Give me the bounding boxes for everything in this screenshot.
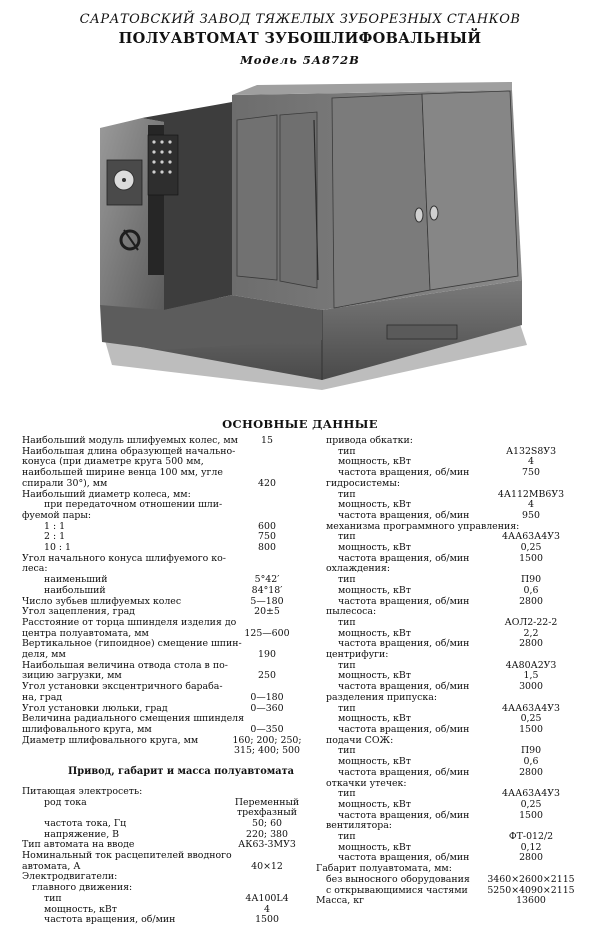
spec-value: П90 bbox=[520, 574, 542, 586]
spec-label: автомата, А bbox=[22, 860, 81, 872]
spec-label: Расстояние от торца шпинделя изделия до bbox=[22, 616, 237, 628]
spec-row bbox=[22, 693, 340, 704]
spec-value: 84°18′ bbox=[251, 584, 283, 596]
spec-value: 750 bbox=[522, 467, 540, 479]
spec-value: трехфазный bbox=[236, 807, 298, 819]
spec-value: 0—360 bbox=[250, 702, 284, 714]
spec-label: Угол установки люльки, град bbox=[22, 702, 168, 714]
spec-value: 220; 380 bbox=[246, 828, 288, 840]
spec-row bbox=[22, 746, 340, 757]
spec-row bbox=[316, 736, 586, 747]
spec-label: 1 : 1 bbox=[44, 520, 66, 532]
spec-value: 0,6 bbox=[523, 756, 539, 768]
spec-label: тип bbox=[338, 445, 356, 457]
spec-label: частота вращения, об/мин bbox=[338, 467, 470, 479]
spec-label: Наибольшая длина образующей начально- bbox=[22, 445, 236, 457]
spec-label: частота вращения, об/мин bbox=[338, 766, 470, 778]
spec-value: 2800 bbox=[519, 766, 543, 778]
spec-value: 1500 bbox=[519, 809, 543, 821]
spec-label: тип bbox=[44, 892, 62, 904]
spec-label: тип bbox=[338, 745, 356, 757]
spec-label: частота тока, Гц bbox=[44, 817, 127, 829]
spec-row bbox=[316, 564, 586, 575]
spec-value: 0,12 bbox=[520, 841, 542, 853]
spec-label: шлифовального круга, мм bbox=[22, 723, 152, 735]
spec-label: Вертикальное (гипоидное) смещение шпин- bbox=[22, 638, 242, 650]
spec-label: мощность, кВт bbox=[338, 756, 411, 768]
left-column bbox=[22, 436, 340, 926]
spec-value: Переменный bbox=[234, 796, 300, 808]
spec-label: Масса, кг bbox=[316, 895, 365, 907]
spec-label: Число зубьев шлифуемых колес bbox=[22, 595, 182, 607]
spec-row bbox=[316, 586, 586, 597]
spec-row bbox=[316, 896, 586, 907]
spec-value: 0—180 bbox=[250, 691, 284, 703]
spec-label: частота вращения, об/мин bbox=[338, 595, 470, 607]
spec-label: 10 : 1 bbox=[44, 542, 72, 554]
spec-value: 800 bbox=[258, 542, 276, 554]
spec-label: откачки утечек: bbox=[326, 777, 407, 789]
spec-value: 2800 bbox=[519, 638, 543, 650]
spec-value: 750 bbox=[258, 531, 276, 543]
spec-label: вентилятора: bbox=[326, 820, 392, 832]
spec-label: частота вращения, об/мин bbox=[338, 552, 470, 564]
spec-label: Наибольший модуль шлифуемых колес, мм bbox=[22, 435, 238, 446]
spec-value: 4 bbox=[264, 903, 270, 915]
spec-label: мощность, кВт bbox=[44, 903, 117, 915]
spec-label: охлаждения: bbox=[326, 563, 390, 575]
spec-label: без выносного оборудования bbox=[326, 873, 470, 885]
spec-label: леса: bbox=[22, 563, 48, 575]
spec-value: 0,25 bbox=[520, 713, 542, 725]
section-title: ОСНОВНЫЕ ДАННЫЕ bbox=[222, 417, 378, 431]
spec-label: разделения припуска: bbox=[326, 691, 438, 703]
spec-value: 4А100L4 bbox=[245, 892, 289, 904]
spec-value: 4АА63А4У3 bbox=[502, 702, 560, 714]
spec-row bbox=[22, 894, 340, 905]
spec-value: 13600 bbox=[516, 895, 546, 907]
spec-label: мощность, кВт bbox=[338, 456, 411, 468]
spec-label: Диаметр шлифовального круга, мм bbox=[22, 734, 199, 746]
spec-value: 4АА63А4У3 bbox=[502, 788, 560, 800]
spec-value: 5250×4090×2115 bbox=[487, 884, 575, 896]
spec-label: главного движения: bbox=[32, 882, 133, 894]
spec-value: АК63-3МУ3 bbox=[238, 839, 296, 851]
spec-value: 1500 bbox=[519, 723, 543, 735]
spec-row bbox=[22, 915, 340, 926]
spec-value: АОЛ2-22-2 bbox=[504, 616, 558, 628]
spec-label: тип bbox=[338, 616, 356, 628]
spec-label: Питающая электросеть: bbox=[22, 785, 143, 797]
spec-row bbox=[316, 800, 586, 811]
spec-value: 4А80А2У3 bbox=[505, 659, 557, 671]
factory-title: САРАТОВСКИЙ ЗАВОД ТЯЖЕЛЫХ ЗУБОРЕЗНЫХ СТАНКОВ bbox=[79, 12, 521, 27]
spec-label: наименьший bbox=[44, 574, 108, 586]
spec-label: частота вращения, об/мин bbox=[338, 638, 470, 650]
spec-value: 20±5 bbox=[254, 606, 280, 618]
spec-label: на, град bbox=[22, 691, 63, 703]
spec-label: частота вращения, об/мин bbox=[338, 509, 470, 521]
spec-value: 2,2 bbox=[523, 627, 539, 639]
spec-value: ФТ-012/2 bbox=[508, 831, 554, 843]
spec-value: П90 bbox=[520, 745, 542, 757]
spec-value: 1500 bbox=[519, 552, 543, 564]
spec-label: при передаточном отношении шли- bbox=[44, 499, 223, 511]
spec-label: Угол установки эксцентричного бараба- bbox=[22, 681, 223, 693]
spec-row bbox=[316, 875, 586, 886]
spec-row bbox=[22, 787, 340, 798]
spec-value: 0—350 bbox=[250, 723, 284, 735]
spec-value: 315; 400; 500 bbox=[234, 745, 300, 757]
spec-value: 3000 bbox=[519, 681, 543, 693]
spec-label: Угол начального конуса шлифуемого ко- bbox=[22, 552, 226, 564]
spec-row bbox=[22, 479, 340, 490]
spec-label: мощность, кВт bbox=[338, 542, 411, 554]
spec-row bbox=[316, 768, 586, 779]
spec-label: мощность, кВт bbox=[338, 670, 411, 682]
spec-label: частота вращения, об/мин bbox=[338, 809, 470, 821]
spec-row bbox=[22, 905, 340, 916]
spec-label: зицию загрузки, мм bbox=[22, 670, 122, 682]
spec-value: 3460×2600×2115 bbox=[487, 873, 575, 885]
model-title: Модель 5А872В bbox=[240, 53, 360, 67]
spec-value: 0,25 bbox=[520, 542, 542, 554]
spec-value: 1,5 bbox=[523, 670, 539, 682]
spec-row bbox=[22, 522, 340, 533]
spec-label: тип bbox=[338, 531, 356, 543]
spec-row bbox=[316, 693, 586, 704]
spec-label: мощность, кВт bbox=[338, 841, 411, 853]
spec-value: 4АА63А4У3 bbox=[502, 531, 560, 543]
right-column bbox=[316, 436, 586, 907]
spec-row bbox=[316, 479, 586, 490]
spec-value: 125—600 bbox=[244, 627, 290, 639]
spec-label: 2 : 1 bbox=[44, 531, 66, 543]
spec-row bbox=[22, 511, 340, 522]
spec-label: мощность, кВт bbox=[338, 627, 411, 639]
spec-value: 4А112МВ6У3 bbox=[497, 488, 565, 500]
spec-row bbox=[316, 886, 586, 897]
spec-value: 600 bbox=[258, 520, 276, 532]
spec-label: Угол зацепления, град bbox=[22, 606, 135, 618]
spec-label: мощность, кВт bbox=[338, 798, 411, 810]
spec-row bbox=[22, 682, 340, 693]
spec-value: 2800 bbox=[519, 595, 543, 607]
spec-value: 4 bbox=[528, 456, 534, 468]
spec-label: привода обкатки: bbox=[326, 435, 413, 446]
spec-label: с открывающимися частями bbox=[326, 884, 468, 896]
spec-value: 4 bbox=[528, 499, 534, 511]
spec-value: 190 bbox=[258, 649, 276, 661]
spec-label: центрифуги: bbox=[326, 649, 389, 661]
spec-label: Наибольшая величина отвода стола в по- bbox=[22, 659, 228, 671]
spec-label: частота вращения, об/мин bbox=[338, 681, 470, 693]
machine-photo bbox=[82, 80, 532, 400]
spec-label: наибольший bbox=[44, 584, 106, 596]
spec-label: деля, мм bbox=[22, 649, 66, 661]
spec-label: мощность, кВт bbox=[338, 499, 411, 511]
spec-value: А132S8У3 bbox=[505, 445, 557, 457]
spec-label: Габарит полуавтомата, мм: bbox=[316, 863, 452, 875]
spec-value: 160; 200; 250; bbox=[232, 734, 302, 746]
spec-value: 15 bbox=[261, 435, 273, 446]
spec-value: 250 bbox=[258, 670, 276, 682]
spec-value: 50; 60 bbox=[252, 817, 282, 829]
spec-row bbox=[22, 586, 340, 597]
spec-value: 0,6 bbox=[523, 584, 539, 596]
spec-label: наибольшей ширине венца 100 мм, угле bbox=[22, 467, 223, 479]
spec-value: 0,25 bbox=[520, 798, 542, 810]
spec-label: механизма программного управления: bbox=[326, 520, 520, 532]
spec-label: центра полуавтомата, мм bbox=[22, 627, 149, 639]
spec-value: 1500 bbox=[255, 914, 279, 926]
spec-label: Номинальный ток расцепителей вводного bbox=[22, 850, 232, 862]
spec-value: 2800 bbox=[519, 852, 543, 864]
spec-label: Тип автомата на вводе bbox=[22, 839, 135, 851]
spec-value: 5—180 bbox=[250, 595, 284, 607]
product-title: ПОЛУАВТОМАТ ЗУБОШЛИФОВАЛЬНЫЙ bbox=[118, 30, 482, 47]
spec-row bbox=[22, 554, 340, 565]
spec-label: фуемой пары: bbox=[22, 509, 92, 521]
spec-label: тип bbox=[338, 574, 356, 586]
spec-row bbox=[22, 819, 340, 830]
spec-label: Электродвигатели: bbox=[22, 871, 118, 883]
spec-label: частота вращения, об/мин bbox=[338, 723, 470, 735]
spec-label: спирали 30°), мм bbox=[22, 477, 108, 489]
spec-row bbox=[22, 883, 340, 894]
spec-label: частота вращения, об/мин bbox=[44, 914, 176, 926]
spec-label: подачи СОЖ: bbox=[326, 734, 394, 746]
spec-label: тип bbox=[338, 659, 356, 671]
spec-label: тип bbox=[338, 702, 356, 714]
spec-label: пылесоса: bbox=[326, 606, 377, 618]
spec-label: гидросистемы: bbox=[326, 477, 400, 489]
spec-label: род тока bbox=[44, 796, 87, 808]
subsection-title: Привод, габарит и масса полуавтомата bbox=[67, 766, 295, 778]
spec-label: напряжение, В bbox=[44, 828, 120, 840]
spec-label: тип bbox=[338, 831, 356, 843]
spec-label: тип bbox=[338, 788, 356, 800]
spec-value: 420 bbox=[258, 477, 276, 489]
spec-value: 40×12 bbox=[251, 860, 283, 872]
spec-label: тип bbox=[338, 488, 356, 500]
spec-label: конуса (при диаметре круга 500 мм, bbox=[22, 456, 204, 468]
spec-value: 5°42′ bbox=[254, 574, 280, 586]
spec-label: мощность, кВт bbox=[338, 713, 411, 725]
spec-value: 950 bbox=[522, 509, 540, 521]
spec-label: мощность, кВт bbox=[338, 584, 411, 596]
spec-label: Величина радиального смещения шпинделя bbox=[22, 713, 244, 725]
spec-label: частота вращения, об/мин bbox=[338, 852, 470, 864]
spec-label: Наибольший диаметр колеса, мм: bbox=[22, 488, 191, 500]
spec-row bbox=[22, 639, 340, 650]
